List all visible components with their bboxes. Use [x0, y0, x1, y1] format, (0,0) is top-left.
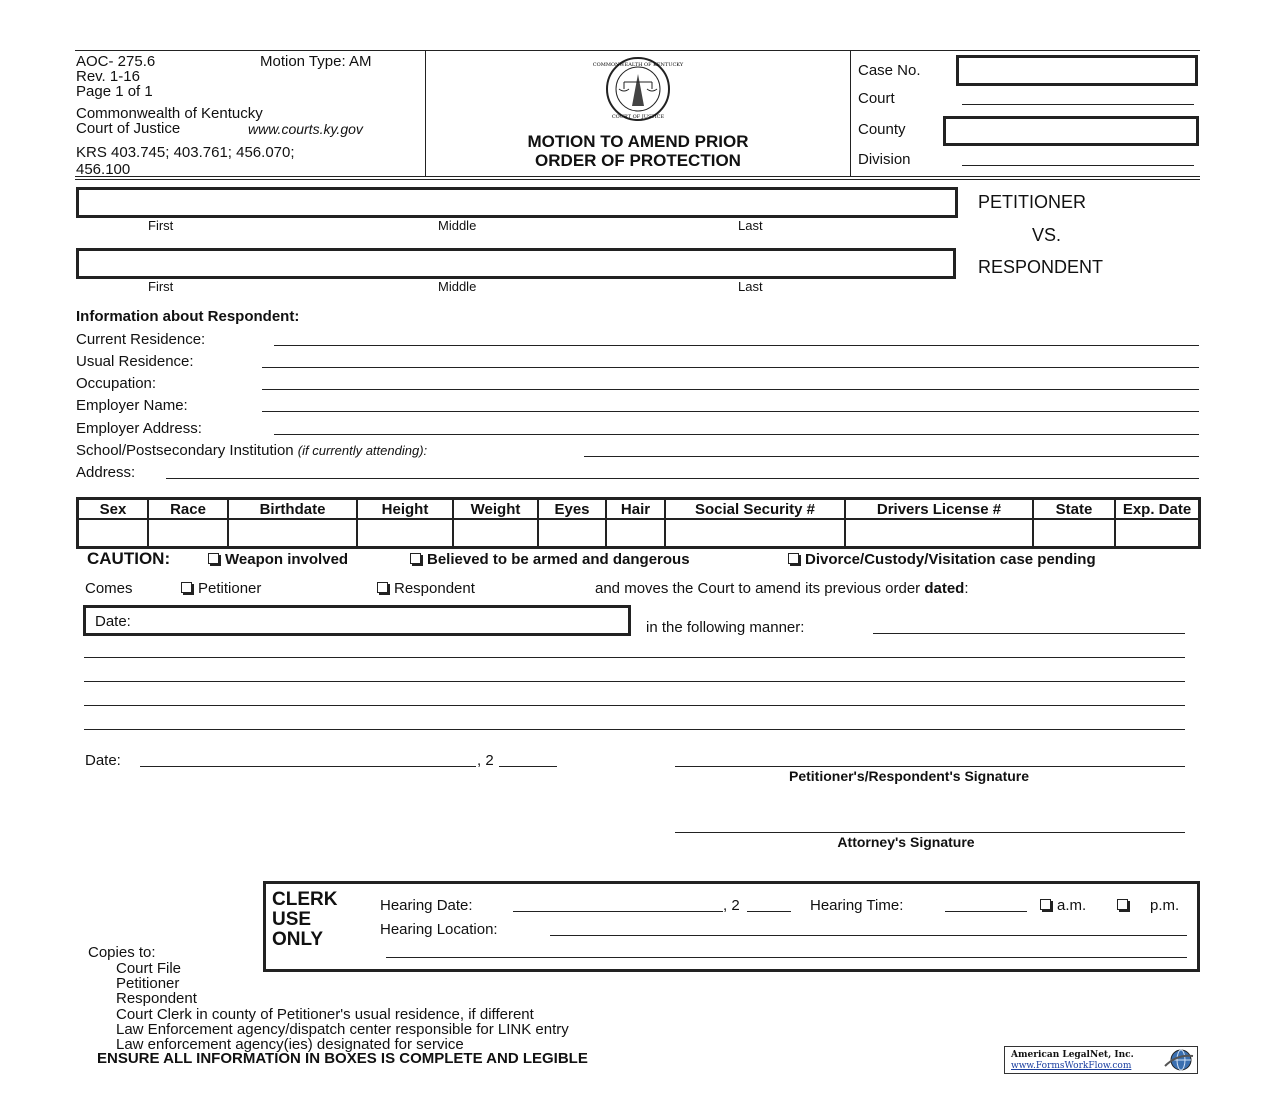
exp-date-header: Exp. Date	[1115, 499, 1200, 520]
hair-header: Hair	[606, 499, 665, 520]
birthdate-cell[interactable]	[228, 519, 357, 548]
school-field[interactable]	[584, 456, 1199, 457]
exp-date-cell[interactable]	[1115, 519, 1200, 548]
respondent-checkbox[interactable]: Respondent	[377, 580, 475, 597]
party-signature-line[interactable]	[675, 766, 1185, 767]
copy-item: Law Enforcement agency/dispatch center responsible for LINK entry	[116, 1021, 569, 1038]
employer-address-label: Employer Address:	[76, 420, 202, 437]
race-header: Race	[148, 499, 228, 520]
hearing-date-field[interactable]	[513, 911, 723, 912]
checkbox-icon	[1040, 899, 1051, 910]
commonwealth: Commonwealth of Kentucky	[76, 105, 263, 122]
form-number: AOC- 275.6	[76, 53, 156, 70]
eyes-cell[interactable]	[538, 519, 606, 548]
hair-cell[interactable]	[606, 519, 665, 548]
manner-line-4[interactable]	[84, 705, 1185, 706]
respondent-id-table	[76, 497, 1201, 549]
height-cell[interactable]	[357, 519, 453, 548]
clerk-label-line2: USE	[272, 909, 312, 930]
sex-header: Sex	[78, 499, 149, 520]
respondent-info-heading: Information about Respondent:	[76, 308, 300, 325]
form-title-line1: MOTION TO AMEND PRIOR	[527, 132, 749, 151]
checkbox-icon	[410, 553, 421, 564]
globe-icon	[1163, 1048, 1195, 1072]
checkbox-icon	[208, 553, 219, 564]
hearing-location-field[interactable]	[550, 935, 1187, 936]
address-label: Address:	[76, 464, 136, 481]
manner-line-2[interactable]	[84, 657, 1185, 658]
manner-line-1[interactable]	[873, 633, 1185, 634]
division-field[interactable]	[962, 165, 1194, 166]
petitioner-checkbox[interactable]: Petitioner	[181, 580, 261, 597]
checkbox-icon	[377, 582, 388, 593]
respondent-label: RESPONDENT	[978, 257, 1104, 277]
vendor-url[interactable]: www.FormsWorkFlow.com	[1011, 1061, 1132, 1071]
clerk-label-line1: CLERK	[272, 889, 338, 910]
petitioner-label: PETITIONER	[978, 192, 1087, 212]
svg-text:COMMONWEALTH OF KENTUCKY: COMMONWEALTH OF KENTUCKY	[592, 62, 684, 68]
sex-cell[interactable]	[78, 519, 149, 548]
division-label: Division	[858, 151, 911, 168]
manner-line-3[interactable]	[84, 681, 1185, 682]
form-title-line2: ORDER OF PROTECTION	[535, 151, 741, 170]
attorney-signature-line[interactable]	[675, 832, 1185, 833]
hearing-year-prefix: , 2	[723, 897, 740, 914]
vs-label: VS.	[1032, 225, 1062, 245]
court-of-justice: Court of Justice	[76, 120, 181, 137]
divorce-checkbox[interactable]: Divorce/Custody/Visitation case pending	[788, 551, 1096, 568]
birthdate-header: Birthdate	[228, 499, 357, 520]
hearing-date-label: Hearing Date:	[380, 897, 473, 914]
court-field[interactable]	[962, 104, 1194, 105]
case-no-field[interactable]	[956, 55, 1198, 86]
state-cell[interactable]	[1033, 519, 1115, 548]
website: www.courts.ky.gov	[248, 121, 363, 137]
checkbox-icon	[1117, 899, 1128, 910]
statutes-line1: KRS 403.745; 403.761; 456.070;	[76, 144, 295, 161]
court-label: Court	[858, 90, 895, 107]
vendor-badge	[1004, 1046, 1198, 1074]
respondent-last-label: Last	[738, 279, 763, 294]
state-header: State	[1033, 499, 1115, 520]
hearing-location-field-2[interactable]	[386, 957, 1187, 958]
attorney-signature-label: Attorney's Signature	[837, 834, 975, 850]
race-cell[interactable]	[148, 519, 228, 548]
moves-text: and moves the Court to amend its previous order dated:	[595, 580, 969, 597]
checkbox-icon	[788, 553, 799, 564]
sign-date-label: Date:	[85, 752, 121, 769]
svg-text:COURT OF JUSTICE: COURT OF JUSTICE	[611, 114, 665, 120]
respondent-middle-label: Middle	[438, 279, 477, 294]
following-manner-label: in the following manner:	[646, 619, 805, 636]
statutes-line2: 456.100	[76, 161, 131, 178]
usual-residence-field[interactable]	[262, 367, 1199, 368]
employer-name-field[interactable]	[262, 411, 1199, 412]
revision: Rev. 1-16	[76, 68, 140, 85]
county-label: County	[858, 121, 906, 138]
county-field[interactable]	[943, 116, 1199, 146]
clerk-label-line3: ONLY	[272, 929, 324, 950]
page-count: Page 1 of 1	[76, 83, 153, 100]
manner-line-5[interactable]	[84, 729, 1185, 730]
comes-label: Comes	[85, 580, 133, 597]
pm-checkbox[interactable]: p.m.	[1117, 897, 1179, 914]
current-residence-field[interactable]	[274, 345, 1199, 346]
respondent-first-label: First	[148, 279, 174, 294]
prior-order-date-label: Date:	[95, 613, 131, 630]
copy-item: Court File	[116, 960, 182, 977]
usual-residence-label: Usual Residence:	[76, 353, 194, 370]
copies-label: Copies to:	[88, 944, 156, 961]
height-header: Height	[357, 499, 453, 520]
kentucky-seal	[588, 56, 688, 127]
copy-item: Respondent	[116, 990, 197, 1007]
am-checkbox[interactable]: a.m.	[1040, 897, 1086, 914]
motion-type: Motion Type: AM	[260, 53, 372, 70]
petitioner-first-label: First	[148, 218, 174, 233]
petitioner-middle-label: Middle	[438, 218, 477, 233]
copy-item: Law enforcement agency(ies) designated for service	[116, 1036, 464, 1053]
sign-date-field[interactable]	[140, 766, 476, 767]
copy-item: Court Clerk in county of Petitioner's usual residence, if different	[116, 1006, 534, 1023]
hearing-location-label: Hearing Location:	[380, 921, 498, 938]
hearing-time-field[interactable]	[945, 911, 1027, 912]
weapon-checkbox[interactable]: Weapon involved	[208, 551, 348, 568]
employer-address-field[interactable]	[274, 434, 1199, 435]
hearing-year-field[interactable]	[747, 911, 791, 912]
ssn-cell[interactable]	[665, 519, 845, 548]
weight-header: Weight	[453, 499, 538, 520]
address-field[interactable]	[166, 478, 1199, 479]
petitioner-name-field[interactable]	[76, 187, 958, 218]
sign-year-field[interactable]	[499, 766, 557, 767]
armed-checkbox[interactable]: Believed to be armed and dangerous	[410, 551, 690, 568]
party-signature-label: Petitioner's/Respondent's Signature	[788, 768, 1030, 784]
copy-item: Petitioner	[116, 975, 180, 992]
eyes-header: Eyes	[538, 499, 606, 520]
school-label: School/Postsecondary Institution (if currently attending):	[76, 442, 428, 459]
case-no-label: Case No.	[858, 62, 921, 79]
weight-cell[interactable]	[453, 519, 538, 548]
completion-notice: ENSURE ALL INFORMATION IN BOXES IS COMPLETE AND LEGIBLE	[97, 1050, 588, 1067]
occupation-label: Occupation:	[76, 375, 157, 392]
caution-label: CAUTION:	[87, 549, 171, 568]
employer-name-label: Employer Name:	[76, 397, 188, 414]
drivers-license-header: Drivers License #	[845, 499, 1033, 520]
ssn-header: Social Security #	[665, 499, 845, 520]
hearing-time-label: Hearing Time:	[810, 897, 904, 914]
respondent-name-field[interactable]	[76, 248, 956, 279]
checkbox-icon	[181, 582, 192, 593]
prior-order-date-field[interactable]	[83, 605, 631, 636]
occupation-field[interactable]	[262, 389, 1199, 390]
petitioner-last-label: Last	[738, 218, 763, 233]
vendor-name: American LegalNet, Inc.	[1011, 1050, 1134, 1060]
sign-year-prefix: , 2	[477, 752, 494, 769]
current-residence-label: Current Residence:	[76, 331, 206, 348]
drivers-license-cell[interactable]	[845, 519, 1033, 548]
